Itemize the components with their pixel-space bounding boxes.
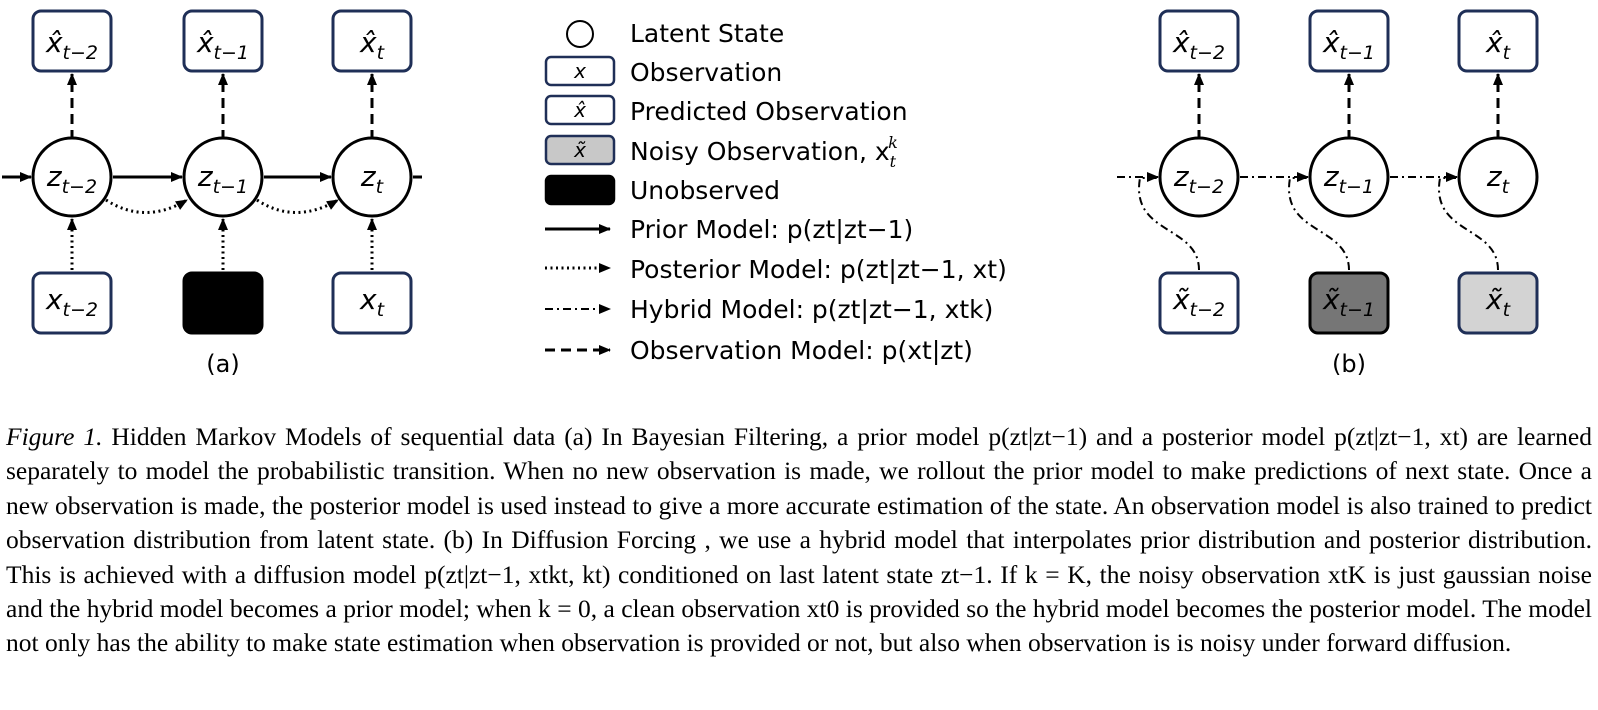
- node-subscript: t: [1501, 176, 1510, 198]
- predicted-observation-node: [1310, 11, 1388, 71]
- legend-predicted-label: Predicted Observation: [630, 97, 908, 126]
- legend-unobserved-label: Unobserved: [630, 176, 781, 205]
- node-subscript: t: [376, 299, 385, 321]
- node-subscript: t−2: [62, 42, 99, 64]
- node-subscript: t−1: [1338, 176, 1375, 198]
- noisy-observation-node: [1310, 273, 1388, 333]
- node-subscript: t−2: [1189, 299, 1226, 321]
- legend-noisy-sub: t: [889, 152, 897, 171]
- node-symbol: z: [1486, 160, 1502, 193]
- caption-text: Hidden Markov Models of sequential data (a) In Bayesian Filtering, a prior model p(zt|zt−1) and a posterior model p(zt|zt−1, xt) are learned separately to model the probabilistic transition. When no new observation is made, we rollout the prior model to make predictions of next state. Once a new observation is made, the posterior model is used instead to give a more accurate estimation of the state. An observation model is also trained to predict observation distribution from latent state. (b) In Diffusion Forcing , we use a hybrid model that interpolates prior distribution and posterior distribution. This is achieved with a diffusion model p(zt|zt−1, xtkt, kt) conditioned on last latent state zt−1. If k = K, the noisy observation xtK is just gaussian noise and the hybrid model becomes a prior model; when k = 0, a clean observation xt0 is provided so the hybrid model becomes the posterior model. The model not only has the ability to make state estimation when observation is provided or not, but also when observation is is noisy under forward diffusion.: [6, 422, 1592, 658]
- node-symbol: x̂: [1485, 26, 1503, 59]
- node-symbol: x̃: [1322, 283, 1340, 316]
- node-symbol: x̂: [196, 26, 214, 59]
- node-symbol: x̂: [45, 26, 63, 59]
- latent-state-node: [1310, 138, 1388, 216]
- node-symbol: x̃: [1485, 283, 1503, 316]
- legend-noisy-label: [630, 133, 898, 171]
- observation-node: [333, 273, 411, 333]
- legend-observation-symbol: x: [574, 59, 586, 83]
- node-symbol: x̂: [1322, 26, 1340, 59]
- legend-latent-label: Latent State: [630, 19, 785, 48]
- node-subscript: t−2: [62, 299, 99, 321]
- predicted-observation-node: [333, 11, 411, 71]
- node-subscript: t−1: [213, 42, 250, 64]
- latent-state-node: [1160, 138, 1238, 216]
- node-subscript: t: [1502, 299, 1511, 321]
- legend-prior-label: Prior Model: p(zt|zt−1): [630, 215, 914, 244]
- posterior-model-edge: [257, 200, 338, 213]
- legend-posterior-label: Posterior Model: p(zt|zt−1, xt): [630, 255, 1007, 284]
- node-subscript: t−1: [1339, 42, 1376, 64]
- legend-observation-label: Observation: [630, 58, 783, 87]
- node-subscript: t−1: [1339, 299, 1376, 321]
- node-symbol: z: [46, 160, 62, 193]
- unobserved-node: [184, 273, 262, 333]
- legend-noisy-symbol: x̃: [574, 138, 586, 162]
- node-subscript: t: [375, 176, 384, 198]
- node-symbol: z: [1173, 160, 1189, 193]
- latent-state-node: [33, 138, 111, 216]
- panel-a: [2, 11, 422, 378]
- noisy-observation-node: [1459, 273, 1537, 333]
- legend-observation-model-label: Observation Model: p(xt|zt): [630, 336, 973, 365]
- node-subscript: t−1: [212, 176, 249, 198]
- latent-state-node: [333, 138, 411, 216]
- node-symbol: z: [197, 160, 213, 193]
- latent-state-node: [1459, 138, 1537, 216]
- legend-noisy-sup: k: [888, 133, 898, 152]
- legend: [545, 19, 1007, 365]
- predicted-observation-node: [1160, 11, 1238, 71]
- node-symbol: x: [45, 283, 63, 316]
- node-symbol: x: [359, 283, 377, 316]
- node-subscript: t: [1502, 42, 1511, 64]
- node-symbol: z: [1323, 160, 1339, 193]
- noisy-observation-node: [1160, 273, 1238, 333]
- legend-latent-marker: [567, 21, 593, 47]
- node-symbol: x̂: [359, 26, 377, 59]
- posterior-model-edge: [106, 200, 187, 213]
- node-symbol: x̂: [1172, 26, 1190, 59]
- panel-label: (a): [206, 350, 240, 378]
- legend-hybrid-label: Hybrid Model: p(zt|zt−1, xtk): [630, 295, 994, 324]
- predicted-observation-node: [33, 11, 111, 71]
- latent-state-node: [184, 138, 262, 216]
- node-subscript: t−2: [1189, 42, 1226, 64]
- node-symbol: z: [360, 160, 376, 193]
- caption-label: Figure 1.: [6, 422, 103, 451]
- panel-label: (b): [1332, 350, 1366, 378]
- node-subscript: t−2: [61, 176, 98, 198]
- predicted-observation-node: [184, 11, 262, 71]
- figure-caption: [6, 420, 1592, 661]
- predicted-observation-node: [1459, 11, 1537, 71]
- node-symbol: x̃: [1172, 283, 1190, 316]
- legend-unobserved-marker: [546, 176, 614, 204]
- legend-noisy-text: Noisy Observation, x: [630, 137, 890, 166]
- legend-predicted-symbol: x̂: [574, 98, 586, 122]
- node-subscript: t: [376, 42, 385, 64]
- panel-b: [1117, 11, 1537, 378]
- node-subscript: t−2: [1188, 176, 1225, 198]
- observation-node: [33, 273, 111, 333]
